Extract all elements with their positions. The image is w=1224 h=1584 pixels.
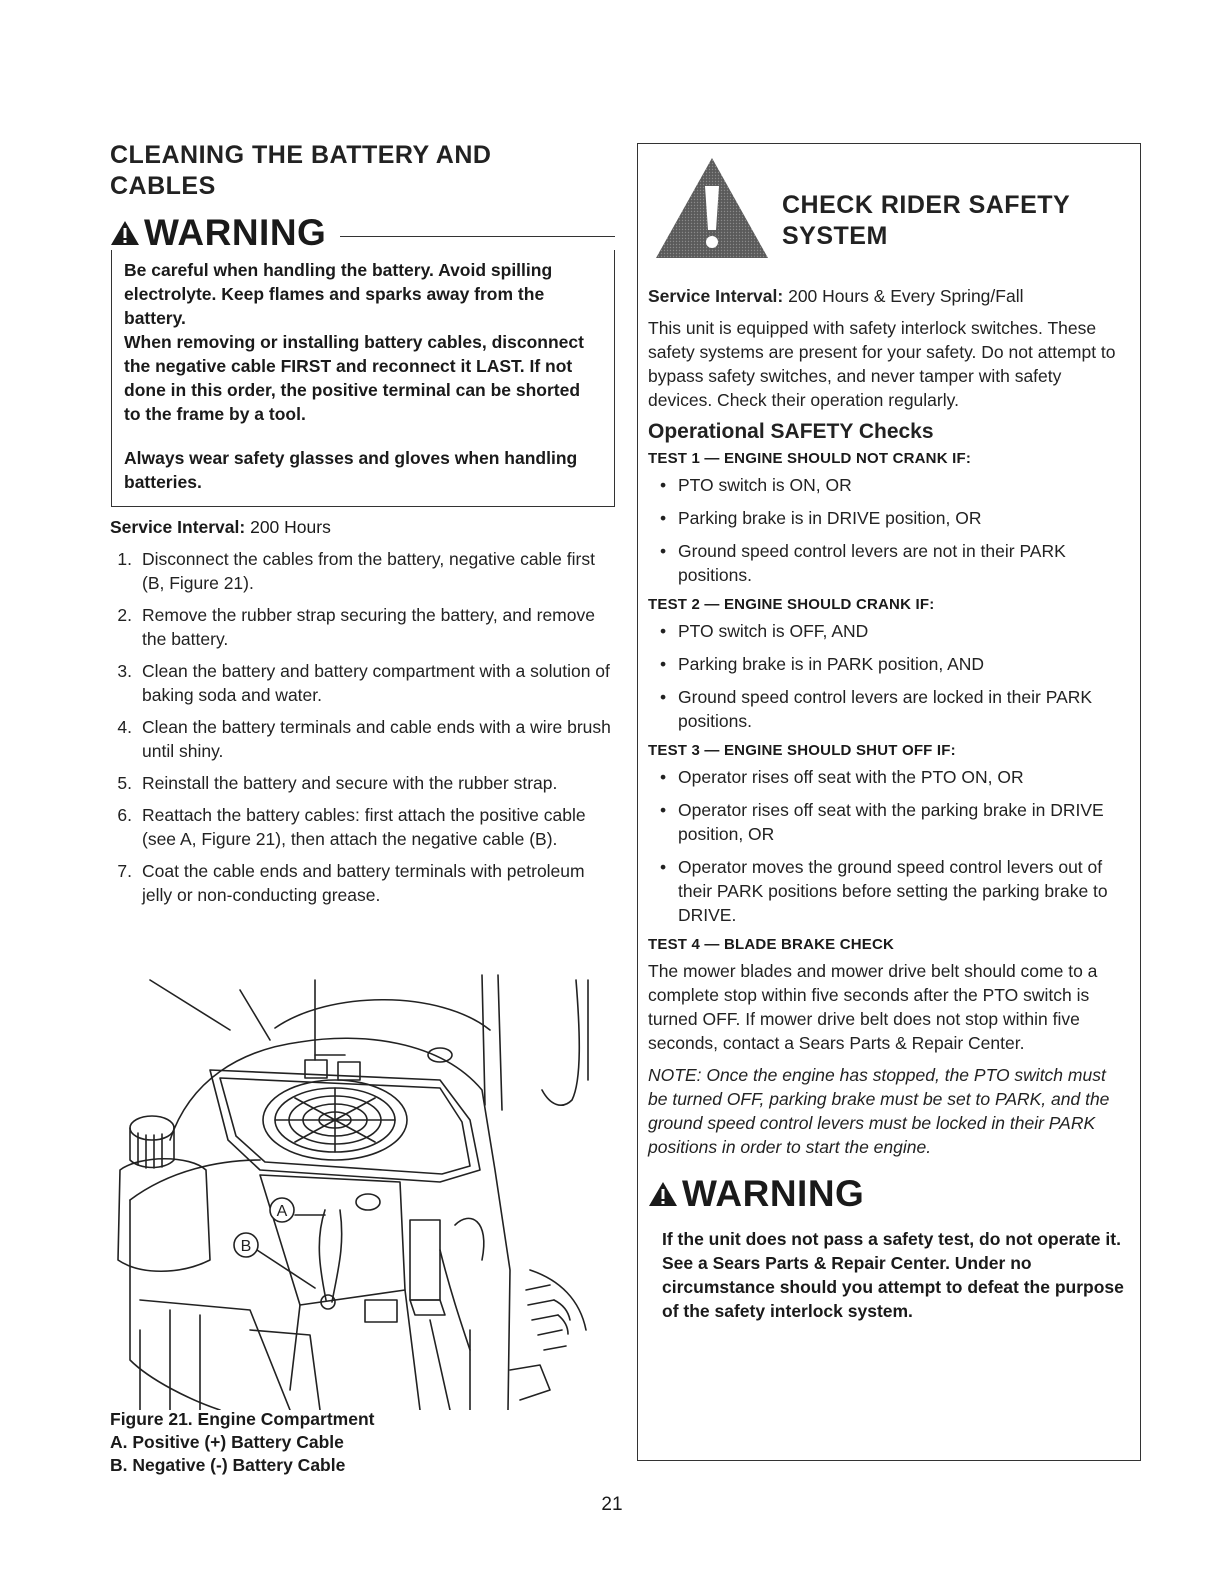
list-item: • PTO switch is ON, OR [660,475,852,495]
warning-triangle-icon [110,220,140,246]
step-item: 1. Disconnect the cables from the battery, negative cable first (B, Figure 21). [117,549,595,593]
service-interval-value: 200 Hours & Every Spring/Fall [788,286,1024,306]
title-line-2: CABLES [110,172,216,200]
warning-para-3: Always wear safety glasses and gloves when handling batteries. [124,448,578,492]
title-line-1: CLEANING THE BATTERY AND [110,141,492,169]
callout-b [234,1233,258,1257]
test-2-list [648,619,1130,733]
rider-safety-section [637,143,1141,1461]
list-item: • Ground speed control levers are not in their PARK positions. [660,541,1066,585]
warning-body [648,1227,1130,1323]
step-item: 6. Reattach the battery cables: first attach the positive cable (see A, Figure 21), then attach the negative cable (B). [117,805,586,849]
list-item: • Operator moves the ground speed control levers out of their PARK positions before setting the parking brake to DRIVE. [660,857,1108,925]
service-interval [110,515,615,539]
test-1-heading: TEST 1 — ENGINE SHOULD NOT CRANK IF: [648,450,972,467]
step-item: 4. Clean the battery terminals and cable ends with a wire brush until shiny. [117,717,611,761]
warning-triangle-icon [654,156,770,260]
figure-caption-title: Figure 21. Engine Compartment [110,1409,375,1429]
warning-label: WARNING [144,212,327,253]
service-interval-label: Service Interval: [110,517,246,537]
list-item: • Ground speed control levers are locked in their PARK positions. [660,687,1093,731]
page-number: 21 [601,1494,623,1515]
rider-safety-header [648,144,1130,284]
warning-para-1: Be careful when handling the battery. Avoid spilling electrolyte. Keep flames and sparks away from the battery. [124,260,553,328]
list-item: • Operator rises off seat with the PTO ON, OR [660,767,1024,787]
engine-compartment-illustration [110,970,600,1410]
service-interval-label: Service Interval: [648,286,784,306]
rider-safety-title: CHECK RIDER SAFETY SYSTEM [782,191,1071,250]
list-item: • PTO switch is OFF, AND [660,621,869,641]
warning-rule [340,236,615,237]
warning-triangle-icon [648,1181,678,1207]
warning-box [111,250,615,507]
svg-text:A: A [276,1203,288,1220]
step-item: 7. Coat the cable ends and battery terminals with petroleum jelly or non-conducting grease. [117,861,585,905]
service-interval [648,284,1130,308]
svg-text:B: B [240,1238,252,1255]
step-item: 5. Reinstall the battery and secure with the rubber strap. [117,773,558,793]
operational-checks-heading: Operational SAFETY Checks [648,420,934,443]
note-paragraph: NOTE: Once the engine has stopped, the PTO switch must be turned OFF, parking brake must be set to PARK, and the ground speed control levers must be locked in their PARK positions in order to start the engine. [648,1065,1110,1157]
figure-caption-b: B. Negative (-) Battery Cable [110,1455,346,1475]
battery-cleaning-section [110,140,615,915]
warning-text: If the unit does not pass a safety test, do not operate it. See a Sears Parts & Repair Center. Under no circumstance should you attempt to defeat the purpose of the safety interlock system. [662,1229,1124,1321]
warning-label: WARNING [682,1173,865,1214]
figure-caption [110,1408,374,1477]
warning-header [648,1173,1130,1215]
section-title [110,140,615,202]
list-item: • Parking brake is in PARK position, AND [660,654,985,674]
test-4-text: The mower blades and mower drive belt should come to a complete stop within five seconds after the PTO switch is turned OFF. If mower drive belt does not stop within five seconds, contact a Sears Parts & Repair Center. [648,961,1098,1053]
warning-para-2: When removing or installing battery cables, disconnect the negative cable FIRST and reconnect it LAST. If not done in this order, the positive terminal can be shorted to the frame by a tool. [124,332,584,424]
test-3-heading: TEST 3 — ENGINE SHOULD SHUT OFF IF: [648,742,956,759]
test-1-list [648,473,1130,587]
test-4-heading: TEST 4 — BLADE BRAKE CHECK [648,936,895,953]
figure-caption-a: A. Positive (+) Battery Cable [110,1432,344,1452]
intro-paragraph: This unit is equipped with safety interlock switches. These safety systems are present for your safety. Do not attempt to bypass safety switches, and never tamper with safety devices. Check their operation regularly. [648,318,1116,410]
test-3-list [648,765,1130,927]
callout-a [270,1198,294,1222]
step-item: 3. Clean the battery and battery compartment with a solution of baking soda and water. [117,661,610,705]
steps-list [110,547,615,907]
list-item: • Parking brake is in DRIVE position, OR [660,508,982,528]
service-interval-value: 200 Hours [250,517,331,537]
test-2-heading: TEST 2 — ENGINE SHOULD CRANK IF: [648,596,935,613]
step-item: 2. Remove the rubber strap securing the battery, and remove the battery. [117,605,595,649]
warning-header [110,212,615,254]
list-item: • Operator rises off seat with the parking brake in DRIVE position, OR [660,800,1104,844]
